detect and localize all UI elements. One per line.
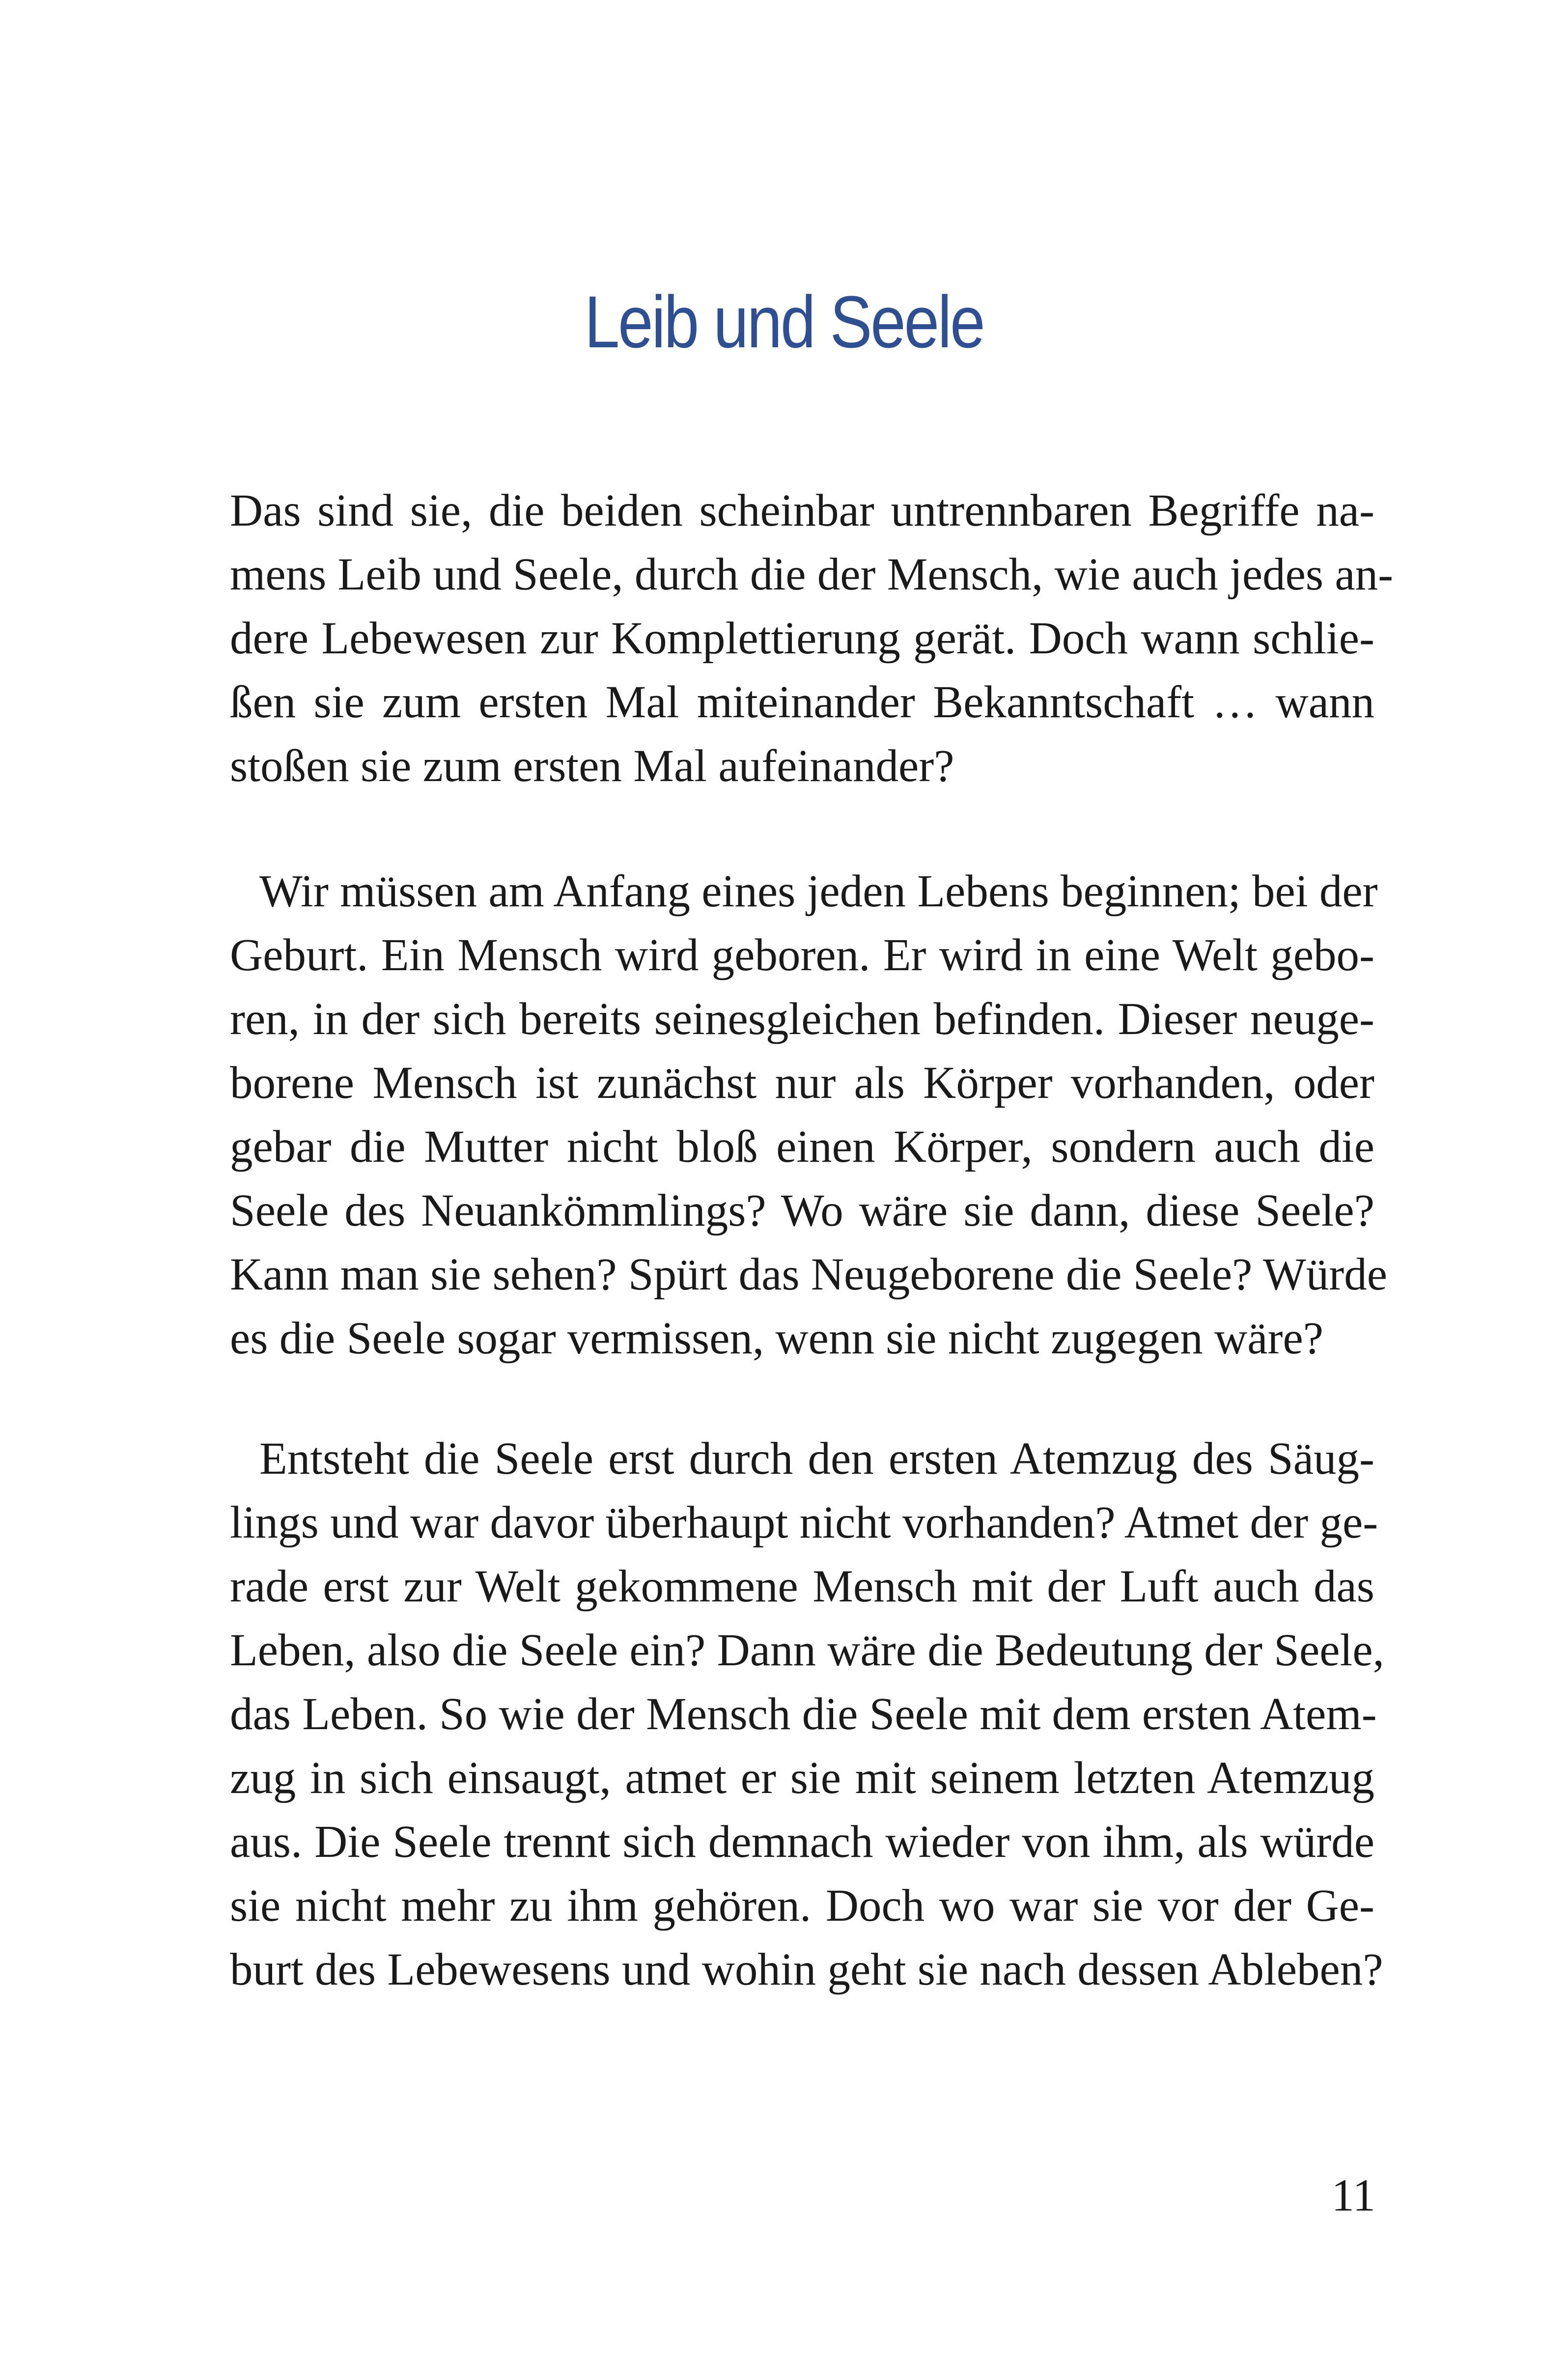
text-line: Kann man sie sehen? Spürt das Neugeborene die Seele? Würde <box>230 1249 1388 1300</box>
text-line: es die Seele sogar vermissen, wenn sie nicht zugegen wäre? <box>230 1313 1324 1364</box>
text-line: dere Lebewesen zur Komplettierung gerät. Doch wann schlie- <box>230 613 1374 664</box>
text-line: borene Mensch ist zunächst nur als Körper vorhanden, oder <box>230 1058 1374 1108</box>
text-line: gebar die Mutter nicht bloß einen Körper, sondern auch die <box>230 1121 1374 1172</box>
chapter-title: Leib und Seele <box>584 280 984 363</box>
text-line: Das sind sie, die beiden scheinbar untrennbaren Begriffe na- <box>230 485 1374 536</box>
text-line: stoßen sie zum ersten Mal aufeinander? <box>230 741 954 791</box>
text-line: Entsteht die Seele erst durch den ersten Atemzug des Säug- <box>259 1433 1374 1484</box>
page-number: 11 <box>1331 2170 1375 2221</box>
text-line: Leben, also die Seele ein? Dann wäre die Bedeutung der Seele, <box>230 1625 1384 1676</box>
paragraph-1 <box>230 479 1394 798</box>
text-line: Wir müssen am Anfang eines jeden Lebens beginnen; bei der <box>259 866 1378 917</box>
paragraph-2 <box>230 860 1388 1371</box>
text-line: lings und war davor überhaupt nicht vorhanden? Atmet der ge- <box>230 1497 1378 1548</box>
text-line: sie nicht mehr zu ihm gehören. Doch wo war sie vor der Ge- <box>230 1880 1374 1931</box>
text-line: Seele des Neuankömmlings? Wo wäre sie dann, diese Seele? <box>230 1185 1374 1236</box>
text-line: das Leben. So wie der Mensch die Seele mit dem ersten Atem- <box>230 1689 1377 1739</box>
text-line: rade erst zur Welt gekommene Mensch mit der Luft auch das <box>230 1561 1374 1612</box>
text-line: burt des Lebewesens und wohin geht sie nach dessen Ableben? <box>230 1944 1383 1995</box>
text-line: zug in sich einsaugt, atmet er sie mit seinem letzten Atemzug <box>230 1753 1374 1803</box>
text-line: aus. Die Seele trennt sich demnach wieder von ihm, als würde <box>230 1817 1374 1867</box>
text-line: Geburt. Ein Mensch wird geboren. Er wird in eine Welt gebo- <box>230 930 1374 981</box>
text-line: ren, in der sich bereits seinesgleichen befinden. Dieser neuge- <box>230 994 1374 1044</box>
paragraph-3 <box>230 1427 1384 2002</box>
text-line: mens Leib und Seele, durch die der Mensch, wie auch jedes an- <box>230 549 1394 600</box>
text-line: ßen sie zum ersten Mal miteinander Bekanntschaft … wann <box>230 677 1374 728</box>
